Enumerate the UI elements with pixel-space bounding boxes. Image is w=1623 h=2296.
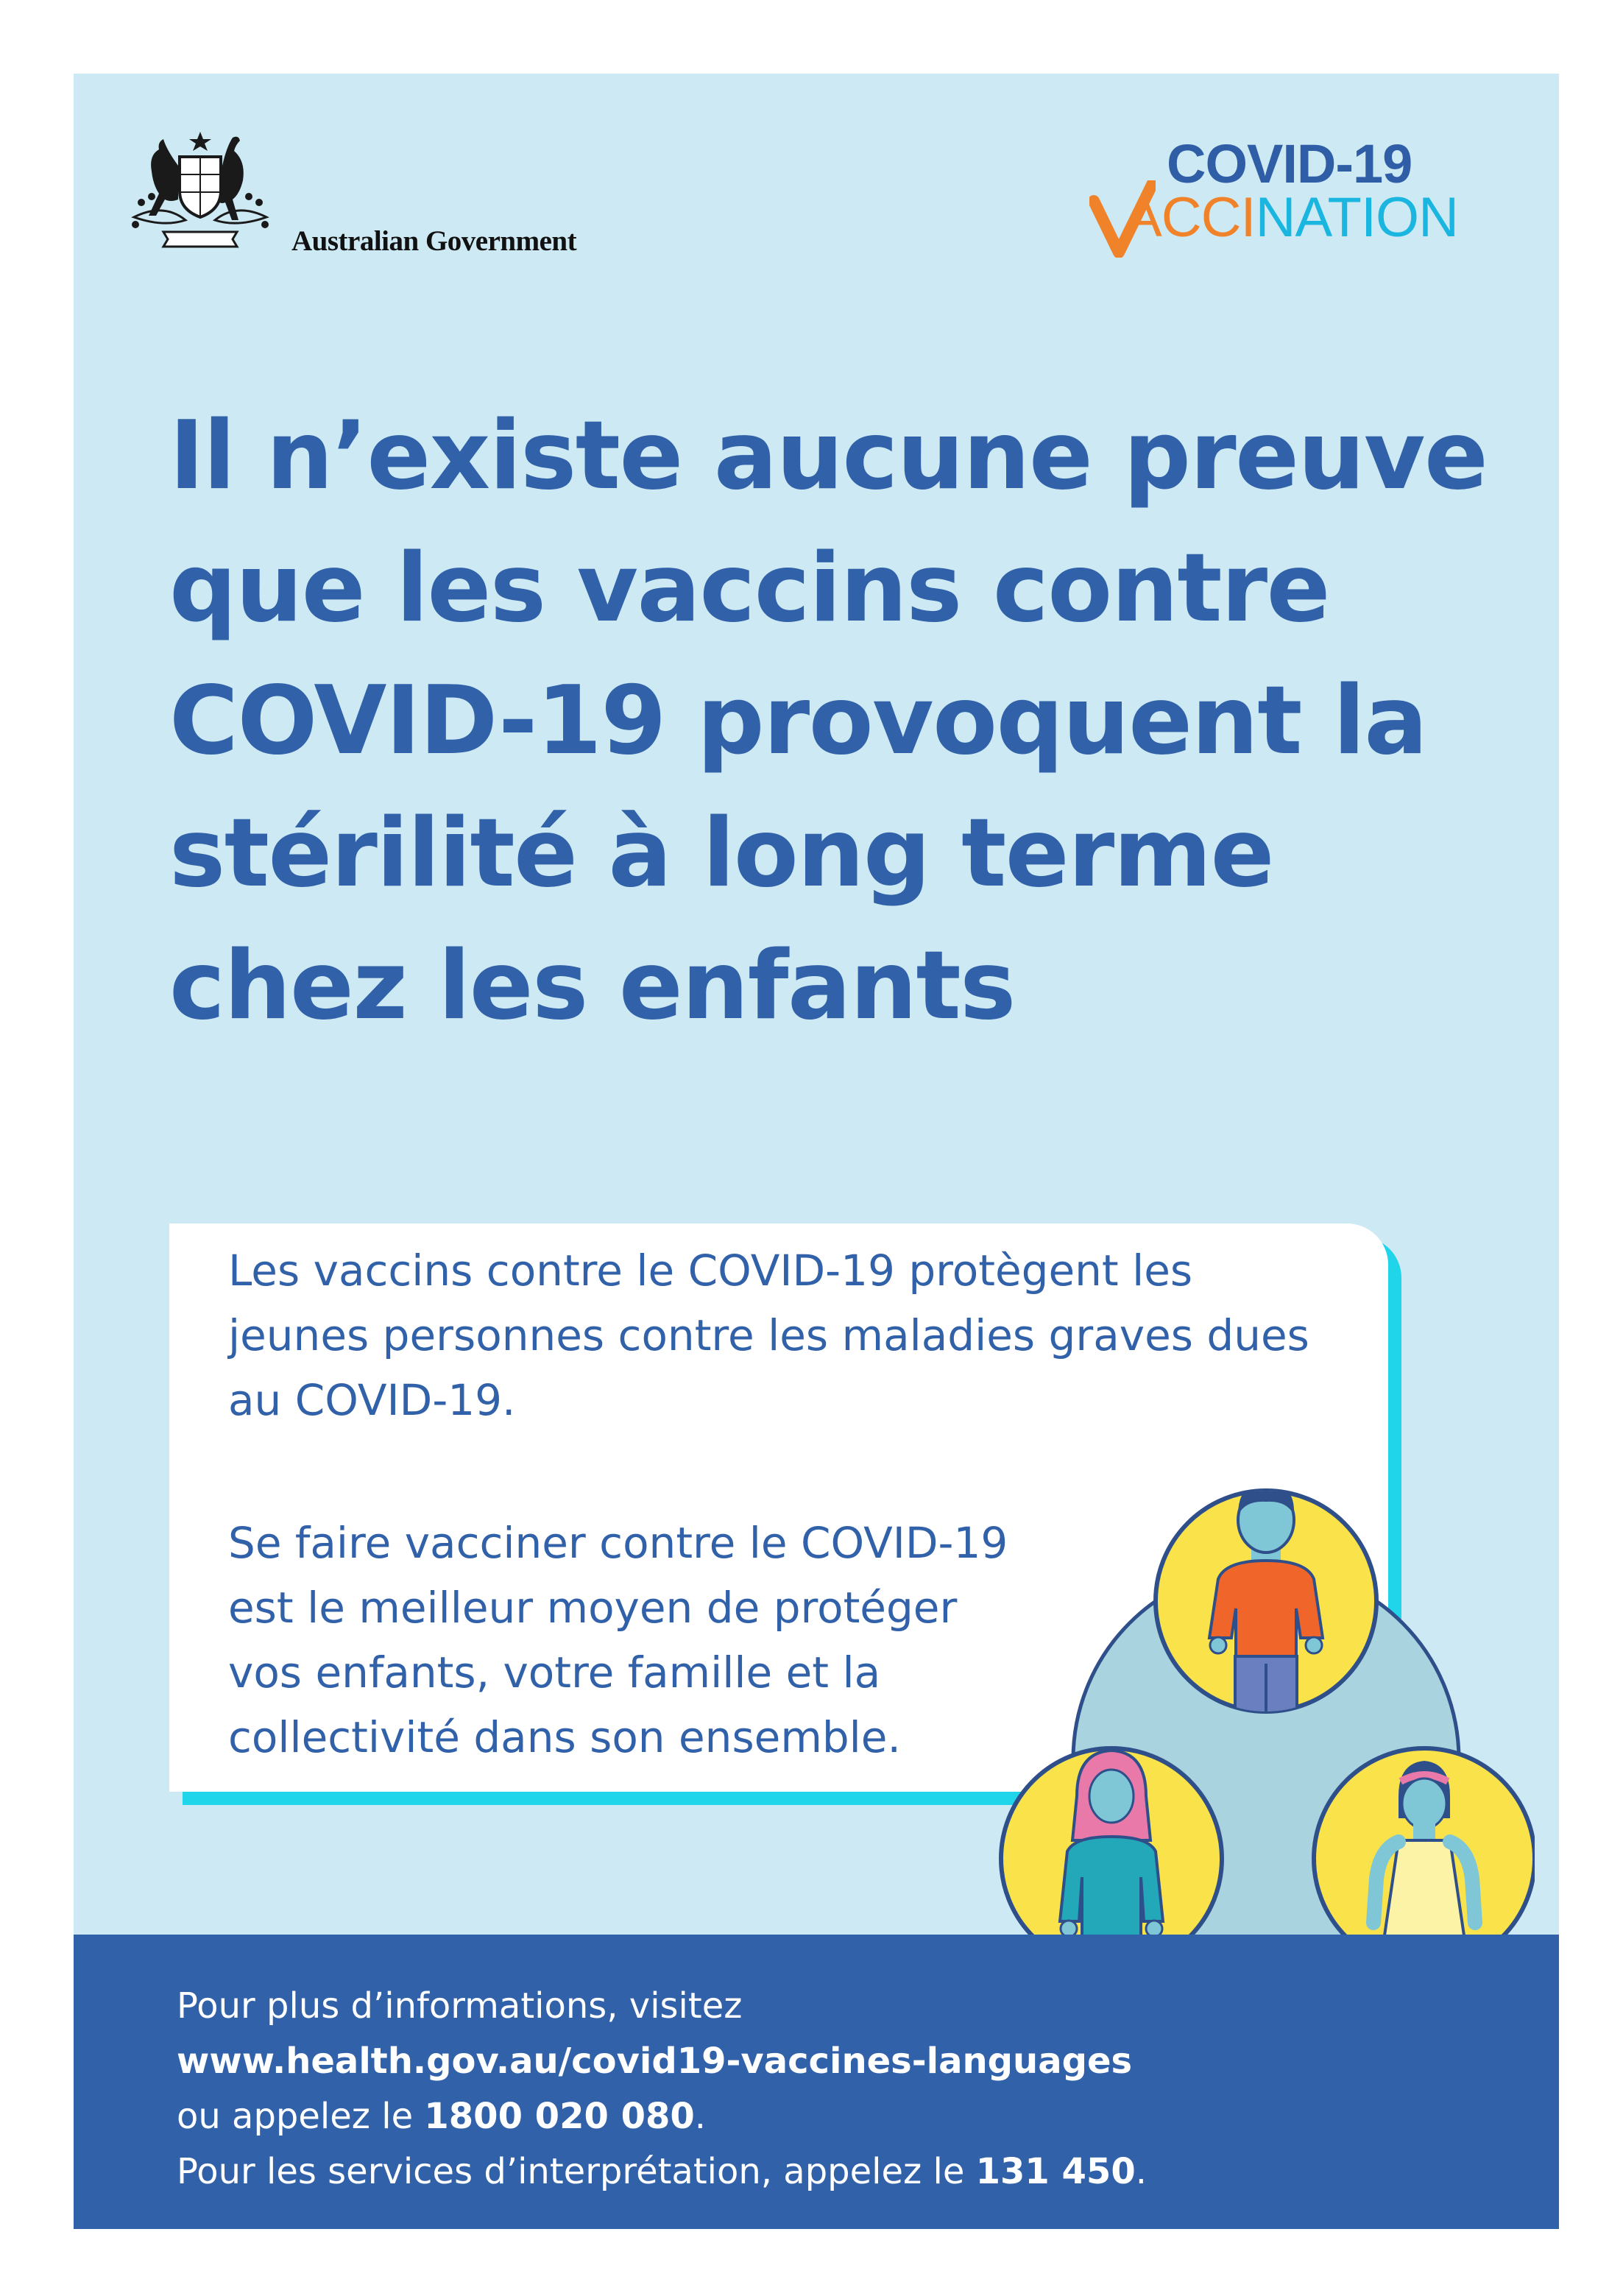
footer-interp-phone[interactable]: 131 450 bbox=[975, 2151, 1136, 2192]
footer-text bbox=[177, 1979, 1147, 2200]
footer-url-link[interactable]: www.health.gov.au/covid19-vaccines-languages bbox=[177, 2041, 1133, 2082]
footer-interp-prefix: Pour les services d’interprétation, appelez le bbox=[177, 2151, 976, 2192]
message-paragraph-1: Les vaccins contre le COVID-19 protègent les jeunes personnes contre les maladies graves dues au COVID-19. bbox=[228, 1246, 1309, 1425]
footer-call-prefix: ou appelez le bbox=[177, 2096, 425, 2137]
government-logo bbox=[119, 129, 605, 257]
footer-interp-suffix: . bbox=[1135, 2151, 1147, 2192]
footer-line-info: Pour plus d’informations, visitez bbox=[177, 1985, 743, 2027]
coat-of-arms-icon bbox=[119, 129, 281, 254]
logo-acci: ACCI bbox=[1125, 186, 1256, 249]
government-name: Australian Government bbox=[291, 225, 577, 257]
logo-line-covid: COVID-19 bbox=[1167, 133, 1412, 194]
headline: Il n’existe aucune preuve que les vaccins contre COVID-19 provoquent la stérilité à long terme chez les enfants bbox=[169, 401, 1488, 1041]
logo-nation: NATION bbox=[1255, 186, 1459, 249]
logo-line-vaccination bbox=[1125, 186, 1458, 250]
children-illustration-icon bbox=[997, 1450, 1535, 1988]
footer-phone[interactable]: 1800 020 080 bbox=[424, 2096, 695, 2137]
poster bbox=[74, 74, 1559, 2229]
footer-call-suffix: . bbox=[694, 2096, 707, 2137]
footer bbox=[74, 1935, 1559, 2229]
child-boy-icon bbox=[1156, 1481, 1376, 1715]
message-paragraph-2: Se faire vacciner contre le COVID-19 est le meilleur moyen de protéger vos enfants, votre famille et la collectivité dans son ensemble. bbox=[228, 1518, 1008, 1762]
covid-vaccination-logo bbox=[1089, 133, 1502, 258]
